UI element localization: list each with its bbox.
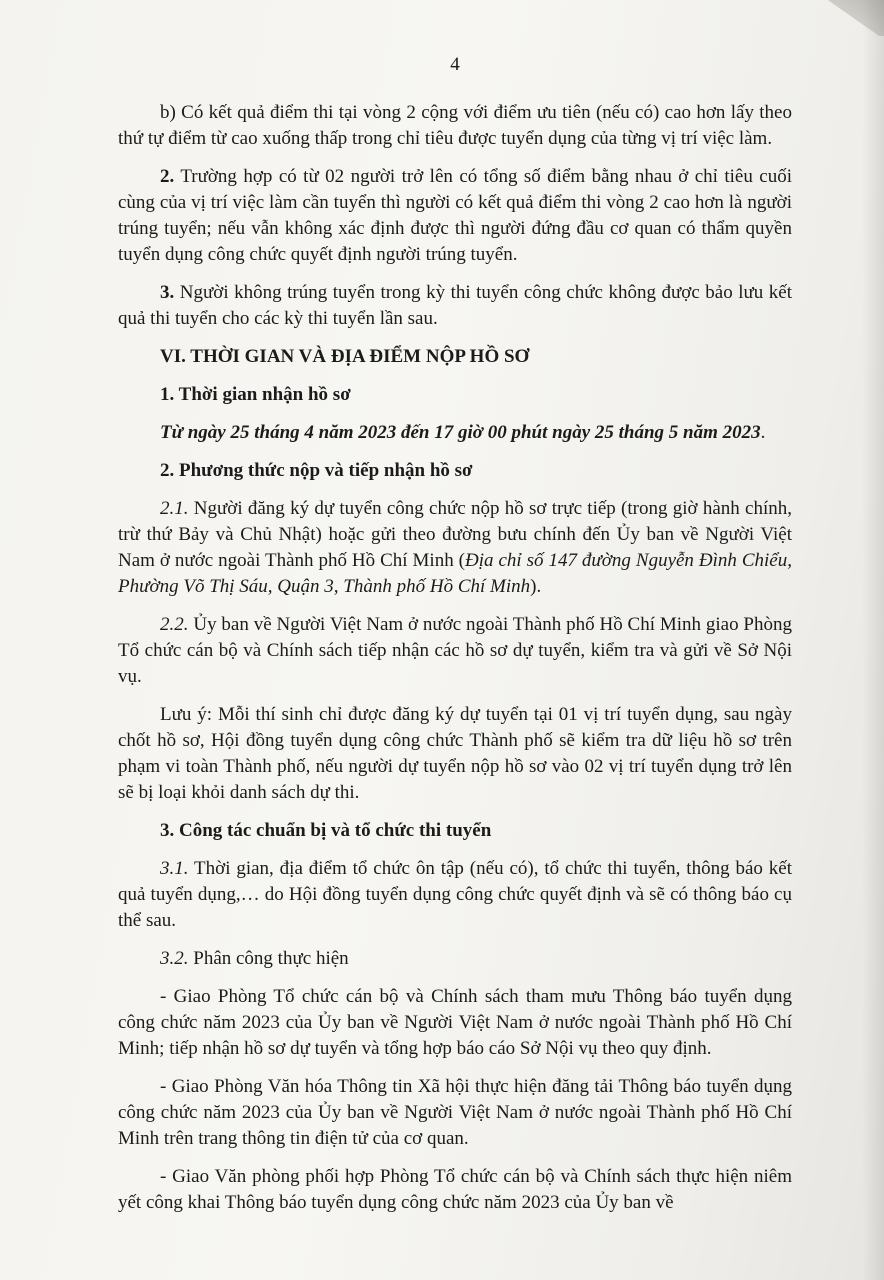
- paragraph-text: Trường hợp có từ 02 người trở lên có tổng số điểm bằng nhau ở chỉ tiêu cuối cùng của vị trí việc làm cần tuyển thì người có kết quả điểm thi vòng 2 cao hơn là người trúng tuyển; nếu vẫn không xác định được thì người đứng đầu cơ quan có thẩm quyền tuyển dụng công chức quyết định người trúng tuyển.: [118, 166, 792, 265]
- item-number: 3.2.: [160, 948, 189, 969]
- paragraph-submission-period: [118, 420, 792, 446]
- paragraph-text: Phân công thực hiện: [188, 948, 349, 969]
- paragraph-tie-rule: [118, 164, 792, 268]
- item-number: 2.1.: [160, 498, 189, 519]
- page-edge-shadow: [862, 0, 884, 1280]
- item-number: 3.: [160, 282, 175, 303]
- subheading-submission-method: 2. Phương thức nộp và tiếp nhận hồ sơ: [160, 460, 473, 481]
- document-body: [118, 52, 792, 1228]
- item-number: 3.1.: [160, 858, 189, 879]
- paragraph-2-1: [118, 496, 792, 600]
- paragraph-end: ).: [530, 576, 542, 597]
- period-end-mark: .: [760, 422, 766, 443]
- item-number: 2.2.: [160, 614, 189, 635]
- paragraph-note: Lưu ý: Mỗi thí sinh chỉ được đăng ký dự tuyển tại 01 vị trí tuyển dụng, sau ngày chốt hồ sơ, Hội đồng tuyển dụng công chức Thành phố sẽ kiểm tra dữ liệu hồ sơ trên phạm vi toàn Thành phố, nếu người dự tuyển nộp hồ sơ vào 02 vị trí tuyển dụng trở lên sẽ bị loại khỏi danh sách dự thi.: [118, 704, 792, 803]
- subheading-submission-time: 1. Thời gian nhận hồ sơ: [160, 384, 351, 405]
- page-number: 4: [450, 54, 460, 75]
- submission-period-text: Từ ngày 25 tháng 4 năm 2023 đến 17 giờ 00 phút ngày 25 tháng 5 năm 2023: [160, 422, 761, 443]
- section-heading-vi: VI. THỜI GIAN VÀ ĐỊA ĐIỂM NỘP HỒ SƠ: [160, 346, 530, 367]
- bullet-personnel-dept: - Giao Phòng Tổ chức cán bộ và Chính sách tham mưu Thông báo tuyển dụng công chức năm 2023 của Ủy ban về Người Việt Nam ở nước ngoài Thành phố Hồ Chí Minh; tiếp nhận hồ sơ dự tuyển và tổng hợp báo cáo Sở Nội vụ theo quy định.: [118, 986, 792, 1059]
- paragraph-no-reservation: [118, 280, 792, 332]
- bullet-culture-dept: - Giao Phòng Văn hóa Thông tin Xã hội thực hiện đăng tải Thông báo tuyển dụng công chức năm 2023 của Ủy ban về Người Việt Nam ở nước ngoài Thành phố Hồ Chí Minh trên trang thông tin điện tử của cơ quan.: [118, 1076, 792, 1149]
- paragraph-2-2: [118, 612, 792, 690]
- paragraph-text: Thời gian, địa điểm tổ chức ôn tập (nếu có), tổ chức thi tuyển, thông báo kết quả tuyển dụng,… do Hội đồng tuyển dụng công chức quyết định và sẽ có thông báo cụ thể sau.: [118, 858, 792, 931]
- paragraph-3-2: [118, 946, 792, 972]
- office-address: Địa chỉ số 147 đường Nguyễn Đình Chiểu, Phường Võ Thị Sáu, Quận 3, Thành phố Hồ Chí Minh: [118, 550, 792, 597]
- item-number: 2.: [160, 166, 175, 187]
- paragraph-3-1: [118, 856, 792, 934]
- subheading-exam-preparation: 3. Công tác chuẩn bị và tổ chức thi tuyển: [160, 820, 492, 841]
- paragraph-criteria-b: b) Có kết quả điểm thi tại vòng 2 cộng với điểm ưu tiên (nếu có) cao hơn lấy theo thứ tự điểm từ cao xuống thấp trong chỉ tiêu được tuyển dụng của từng vị trí việc làm.: [118, 102, 792, 149]
- paragraph-text: Người không trúng tuyển trong kỳ thi tuyển công chức không được bảo lưu kết quả thi tuyển cho các kỳ thi tuyển lần sau.: [118, 282, 792, 329]
- paragraph-text: Người đăng ký dự tuyển công chức nộp hồ sơ trực tiếp (trong giờ hành chính, trừ thứ Bảy và Chủ Nhật) hoặc gửi theo đường bưu chính đến Ủy ban về Người Việt Nam ở nước ngoài Thành phố Hồ Chí Minh (: [118, 498, 792, 571]
- bullet-office: - Giao Văn phòng phối hợp Phòng Tổ chức cán bộ và Chính sách thực hiện niêm yết công khai Thông báo tuyển dụng công chức năm 2023 của Ủy ban về: [118, 1166, 792, 1213]
- paragraph-text: Ủy ban về Người Việt Nam ở nước ngoài Thành phố Hồ Chí Minh giao Phòng Tổ chức cán bộ và Chính sách tiếp nhận các hồ sơ dự tuyển, kiểm tra và gửi về Sở Nội vụ.: [118, 614, 792, 687]
